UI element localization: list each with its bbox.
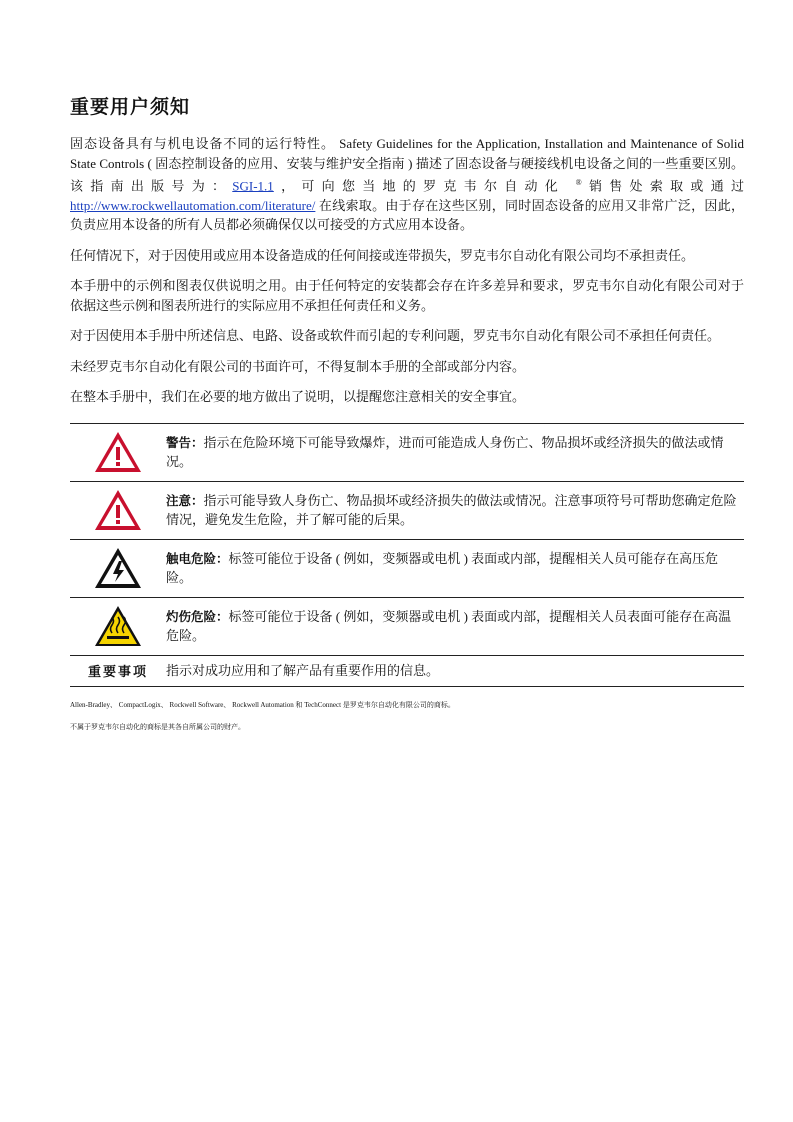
warning-label: 警告： [166, 435, 204, 451]
attention-text: 指示可能导致人身伤亡、物品损坏或经济损失的做法或情况。注意事项符号可帮助您确定危险情况，避免发生危险，并了解可能的后果。 [166, 493, 737, 528]
paragraph-liability: 任何情况下，对于因使用或应用本设备造成的任何间接或连带损失，罗克韦尔自动化有限公司均不承担责任。 [70, 247, 695, 263]
warning-notice-row [70, 424, 744, 482]
attention-triangle-icon [70, 488, 166, 532]
safety-notices-table [70, 423, 744, 687]
attention-notice-row [70, 482, 744, 540]
burn-hazard-row [70, 598, 744, 656]
document-page [70, 92, 744, 745]
burn-text: 标签可能位于设备 ( 例如，变频器或电机 ) 表面或内部，提醒相关人员表面可能存在高温危险。 [166, 609, 732, 644]
attention-label: 注意： [166, 493, 204, 509]
third-party-trademark-notice: 不属于罗克韦尔自动化的商标是其各自所属公司的财产。 [70, 722, 245, 731]
page-title: 重要用户须知 [70, 96, 191, 118]
hot-surface-icon [70, 604, 166, 648]
trademark-notice: Allen-Bradley、 CompactLogix、 Rockwell Software、 Rockwell Automation 和 TechConnect 是罗克韦尔自动化有限公司的商标。 [70, 700, 455, 709]
important-notice-row [70, 656, 744, 687]
paragraph-patent: 对于因使用本手册中所述信息、电路、设备或软件而引起的专利问题，罗克韦尔自动化有限公司不承担任何责任。 [70, 328, 721, 344]
important-label: 重要事项 [87, 665, 148, 681]
paragraph-copyright: 未经罗克韦尔自动化有限公司的书面许可，不得复制本手册的全部或部分内容。 [70, 358, 526, 374]
warning-text: 指示在危险环境下可能导致爆炸，进而可能造成人身伤亡、物品损坏或经济损失的做法或情况。 [166, 435, 724, 470]
warning-triangle-icon [70, 430, 166, 474]
sgi-link[interactable]: SGI-1.1 [232, 178, 274, 194]
electric-shock-icon [70, 546, 166, 590]
burn-label: 灼伤危险： [166, 609, 229, 625]
paragraph-examples: 本手册中的示例和图表仅供说明之用。由于任何特定的安装都会存在许多差异和要求，罗克韦尔自动化有限公司对于依据这些示例和图表所进行的实际应用不承担任何责任和义务。 [70, 278, 744, 313]
shock-hazard-row [70, 540, 744, 598]
important-text: 指示对成功应用和了解产品有重要作用的信息。 [166, 663, 440, 679]
shock-text: 标签可能位于设备 ( 例如，变频器或电机 ) 表面或内部，提醒相关人员可能存在高压危险。 [166, 551, 719, 586]
shock-label: 触电危险： [166, 551, 229, 567]
literature-link[interactable]: http://www.rockwellautomation.com/literature/ [70, 197, 316, 213]
footnotes [70, 701, 744, 732]
paragraph-solid-state: 固态设备具有与机电设备不同的运行特性。 Safety Guidelines for the Application, Installation and Maintenance of Solid State Controls ( 固态控制设备的应用、安装与维护安全指南 ) 描述了固态设备与硬接线机电设备之间的一些重要区别。该指南出版号为：SGI-1.1，可向您当地的罗克韦尔自动化 ®销售处索取或通过 http://www.rockwellautomation.com/literature/ 在线索取。由于存在这些区别，同时固态设备的应用又非常广泛，因此，负责应用本设备的所有人员都必须确保仅以可接受的方式应用本设备。 [70, 136, 744, 233]
paragraph-safety-intro: 在整本手册中，我们在必要的地方做出了说明，以提醒您注意相关的安全事宜。 [70, 389, 526, 405]
